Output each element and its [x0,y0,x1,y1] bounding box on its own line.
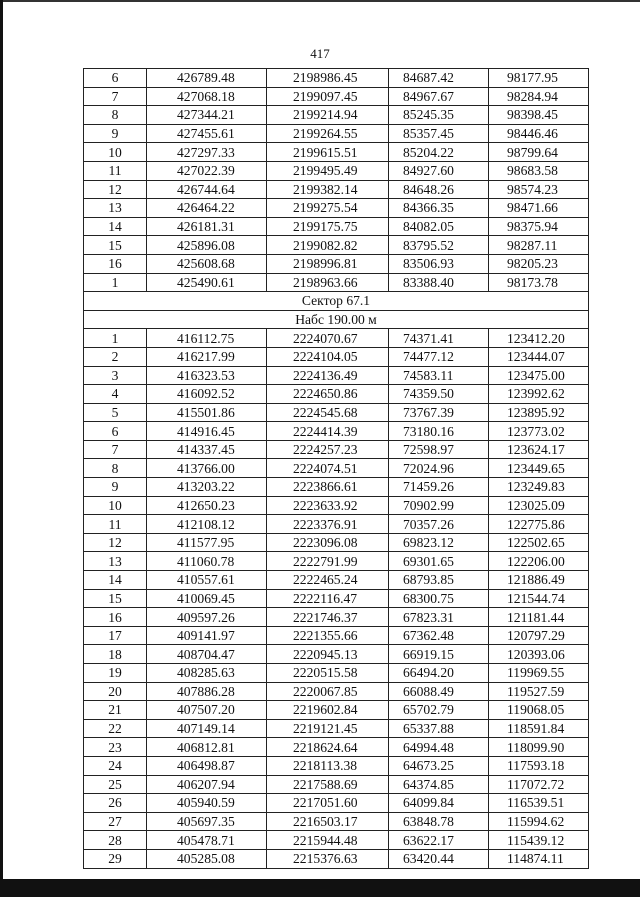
x-coordinate-cell: 407149.14 [147,719,267,738]
local-x-cell: 83795.52 [389,236,489,255]
sector-671-rows [84,329,589,868]
sector-67-rows [84,69,589,292]
local-y-cell: 98446.46 [489,124,589,143]
x-coordinate-cell: 427344.21 [147,106,267,125]
y-coordinate-cell: 2224257.23 [267,440,389,459]
point-number-cell: 14 [84,217,147,236]
local-y-cell: 123992.62 [489,385,589,404]
local-y-cell: 98574.23 [489,180,589,199]
point-number-cell: 11 [84,515,147,534]
point-number-cell: 22 [84,719,147,738]
table-row [84,571,589,590]
point-number-cell: 27 [84,812,147,831]
local-y-cell: 119068.05 [489,701,589,720]
local-y-cell: 98799.64 [489,143,589,162]
y-coordinate-cell: 2223633.92 [267,496,389,515]
local-y-cell: 98205.23 [489,254,589,273]
sector-height: Набс 190.00 м [84,310,589,329]
table-row [84,366,589,385]
local-x-cell: 63848.78 [389,812,489,831]
table-row [84,756,589,775]
point-number-cell: 15 [84,236,147,255]
local-x-cell: 69301.65 [389,552,489,571]
local-y-cell: 98173.78 [489,273,589,292]
local-y-cell: 98683.58 [489,161,589,180]
point-number-cell: 7 [84,87,147,106]
local-y-cell: 114874.11 [489,849,589,868]
y-coordinate-cell: 2224545.68 [267,403,389,422]
sector-title: Сектор 67.1 [84,292,589,311]
point-number-cell: 15 [84,589,147,608]
table-row [84,682,589,701]
local-y-cell: 98398.45 [489,106,589,125]
point-number-cell: 26 [84,794,147,813]
point-number-cell: 9 [84,478,147,497]
local-y-cell: 123773.02 [489,422,589,441]
point-number-cell: 24 [84,756,147,775]
local-x-cell: 67823.31 [389,608,489,627]
table-row [84,106,589,125]
x-coordinate-cell: 405478.71 [147,831,267,850]
local-x-cell: 64673.25 [389,756,489,775]
x-coordinate-cell: 426464.22 [147,199,267,218]
x-coordinate-cell: 416323.53 [147,366,267,385]
local-y-cell: 115994.62 [489,812,589,831]
sector-671-header [84,292,589,329]
table-row [84,422,589,441]
x-coordinate-cell: 416112.75 [147,329,267,348]
local-x-cell: 70357.26 [389,515,489,534]
x-coordinate-cell: 406498.87 [147,756,267,775]
y-coordinate-cell: 2198963.66 [267,273,389,292]
point-number-cell: 6 [84,69,147,88]
local-x-cell: 74371.41 [389,329,489,348]
local-x-cell: 84927.60 [389,161,489,180]
x-coordinate-cell: 411577.95 [147,533,267,552]
x-coordinate-cell: 410557.61 [147,571,267,590]
x-coordinate-cell: 413203.22 [147,478,267,497]
local-y-cell: 123249.83 [489,478,589,497]
sector-height-row [84,310,589,329]
local-x-cell: 74583.11 [389,366,489,385]
table-row [84,440,589,459]
local-y-cell: 123475.00 [489,366,589,385]
x-coordinate-cell: 426789.48 [147,69,267,88]
x-coordinate-cell: 416217.99 [147,347,267,366]
table-row [84,180,589,199]
point-number-cell: 8 [84,459,147,478]
local-x-cell: 84648.26 [389,180,489,199]
local-x-cell: 72598.97 [389,440,489,459]
point-number-cell: 13 [84,552,147,571]
x-coordinate-cell: 425490.61 [147,273,267,292]
table-row [84,794,589,813]
table-row [84,87,589,106]
table-row [84,329,589,348]
table-row [84,831,589,850]
local-x-cell: 85204.22 [389,143,489,162]
local-y-cell: 118591.84 [489,719,589,738]
x-coordinate-cell: 416092.52 [147,385,267,404]
y-coordinate-cell: 2220067.85 [267,682,389,701]
x-coordinate-cell: 427297.33 [147,143,267,162]
table-row [84,478,589,497]
table-row [84,664,589,683]
sector-title-row [84,292,589,311]
local-x-cell: 85357.45 [389,124,489,143]
table-row [84,719,589,738]
y-coordinate-cell: 2224070.67 [267,329,389,348]
x-coordinate-cell: 406207.94 [147,775,267,794]
point-number-cell: 21 [84,701,147,720]
table-row [84,496,589,515]
x-coordinate-cell: 407507.20 [147,701,267,720]
x-coordinate-cell: 426744.64 [147,180,267,199]
y-coordinate-cell: 2198996.81 [267,254,389,273]
x-coordinate-cell: 405285.08 [147,849,267,868]
y-coordinate-cell: 2219602.84 [267,701,389,720]
local-y-cell: 121181.44 [489,608,589,627]
y-coordinate-cell: 2199214.94 [267,106,389,125]
local-x-cell: 73767.39 [389,403,489,422]
table-row [84,533,589,552]
y-coordinate-cell: 2215944.48 [267,831,389,850]
y-coordinate-cell: 2199097.45 [267,87,389,106]
point-number-cell: 19 [84,664,147,683]
x-coordinate-cell: 412650.23 [147,496,267,515]
y-coordinate-cell: 2222116.47 [267,589,389,608]
y-coordinate-cell: 2223376.91 [267,515,389,534]
table-row [84,124,589,143]
table-row [84,849,589,868]
local-x-cell: 84082.05 [389,217,489,236]
y-coordinate-cell: 2199495.49 [267,161,389,180]
local-x-cell: 70902.99 [389,496,489,515]
x-coordinate-cell: 427022.39 [147,161,267,180]
local-x-cell: 85245.35 [389,106,489,125]
local-y-cell: 98287.11 [489,236,589,255]
local-y-cell: 118099.90 [489,738,589,757]
local-x-cell: 66088.49 [389,682,489,701]
x-coordinate-cell: 427455.61 [147,124,267,143]
x-coordinate-cell: 415501.86 [147,403,267,422]
scan-top-edge [0,0,640,2]
table-row [84,217,589,236]
point-number-cell: 16 [84,254,147,273]
local-x-cell: 72024.96 [389,459,489,478]
y-coordinate-cell: 2199082.82 [267,236,389,255]
x-coordinate-cell: 425608.68 [147,254,267,273]
table-row [84,347,589,366]
y-coordinate-cell: 2199615.51 [267,143,389,162]
point-number-cell: 3 [84,366,147,385]
y-coordinate-cell: 2224074.51 [267,459,389,478]
y-coordinate-cell: 2221355.66 [267,626,389,645]
x-coordinate-cell: 407886.28 [147,682,267,701]
table-row [84,69,589,88]
local-y-cell: 98284.94 [489,87,589,106]
local-y-cell: 123412.20 [489,329,589,348]
x-coordinate-cell: 413766.00 [147,459,267,478]
x-coordinate-cell: 414916.45 [147,422,267,441]
point-number-cell: 18 [84,645,147,664]
local-x-cell: 66494.20 [389,664,489,683]
local-x-cell: 84687.42 [389,69,489,88]
point-number-cell: 12 [84,180,147,199]
y-coordinate-cell: 2217051.60 [267,794,389,813]
local-y-cell: 122775.86 [489,515,589,534]
point-number-cell: 20 [84,682,147,701]
x-coordinate-cell: 406812.81 [147,738,267,757]
scan-bottom-edge [0,879,640,897]
local-y-cell: 122206.00 [489,552,589,571]
table-row [84,403,589,422]
local-y-cell: 123624.17 [489,440,589,459]
table-row [84,589,589,608]
table-row [84,515,589,534]
table-row [84,812,589,831]
y-coordinate-cell: 2224104.05 [267,347,389,366]
x-coordinate-cell: 409597.26 [147,608,267,627]
local-x-cell: 64994.48 [389,738,489,757]
local-x-cell: 66919.15 [389,645,489,664]
point-number-cell: 11 [84,161,147,180]
point-number-cell: 16 [84,608,147,627]
point-number-cell: 8 [84,106,147,125]
local-y-cell: 98375.94 [489,217,589,236]
point-number-cell: 13 [84,199,147,218]
y-coordinate-cell: 2223096.08 [267,533,389,552]
local-y-cell: 115439.12 [489,831,589,850]
local-x-cell: 63622.17 [389,831,489,850]
point-number-cell: 7 [84,440,147,459]
table-row [84,273,589,292]
y-coordinate-cell: 2217588.69 [267,775,389,794]
local-x-cell: 65337.88 [389,719,489,738]
point-number-cell: 2 [84,347,147,366]
y-coordinate-cell: 2223866.61 [267,478,389,497]
x-coordinate-cell: 408285.63 [147,664,267,683]
y-coordinate-cell: 2199175.75 [267,217,389,236]
page-number: 417 [310,46,330,61]
y-coordinate-cell: 2218624.64 [267,738,389,757]
local-x-cell: 84967.67 [389,87,489,106]
point-number-cell: 10 [84,496,147,515]
local-y-cell: 119527.59 [489,682,589,701]
y-coordinate-cell: 2220945.13 [267,645,389,664]
table-row [84,199,589,218]
local-x-cell: 83388.40 [389,273,489,292]
y-coordinate-cell: 2220515.58 [267,664,389,683]
table-row [84,775,589,794]
table-row [84,645,589,664]
point-number-cell: 4 [84,385,147,404]
local-x-cell: 64374.85 [389,775,489,794]
local-x-cell: 73180.16 [389,422,489,441]
table-row [84,701,589,720]
point-number-cell: 5 [84,403,147,422]
local-y-cell: 117593.18 [489,756,589,775]
table-row [84,236,589,255]
point-number-cell: 10 [84,143,147,162]
local-x-cell: 63420.44 [389,849,489,868]
local-x-cell: 65702.79 [389,701,489,720]
point-number-cell: 29 [84,849,147,868]
x-coordinate-cell: 412108.12 [147,515,267,534]
local-y-cell: 123895.92 [489,403,589,422]
y-coordinate-cell: 2222791.99 [267,552,389,571]
scan-left-edge [0,0,3,897]
table-row [84,626,589,645]
x-coordinate-cell: 427068.18 [147,87,267,106]
point-number-cell: 12 [84,533,147,552]
point-number-cell: 1 [84,273,147,292]
point-number-cell: 28 [84,831,147,850]
local-y-cell: 117072.72 [489,775,589,794]
table-row [84,254,589,273]
local-y-cell: 119969.55 [489,664,589,683]
y-coordinate-cell: 2222465.24 [267,571,389,590]
x-coordinate-cell: 411060.78 [147,552,267,571]
y-coordinate-cell: 2221746.37 [267,608,389,627]
y-coordinate-cell: 2218113.38 [267,756,389,775]
table-row [84,143,589,162]
point-number-cell: 17 [84,626,147,645]
x-coordinate-cell: 408704.47 [147,645,267,664]
table-row [84,459,589,478]
local-x-cell: 74477.12 [389,347,489,366]
y-coordinate-cell: 2224650.86 [267,385,389,404]
local-x-cell: 68300.75 [389,589,489,608]
table-row [84,385,589,404]
y-coordinate-cell: 2219121.45 [267,719,389,738]
x-coordinate-cell: 410069.45 [147,589,267,608]
local-x-cell: 68793.85 [389,571,489,590]
local-y-cell: 123444.07 [489,347,589,366]
y-coordinate-cell: 2199382.14 [267,180,389,199]
point-number-cell: 6 [84,422,147,441]
local-x-cell: 67362.48 [389,626,489,645]
y-coordinate-cell: 2198986.45 [267,69,389,88]
point-number-cell: 25 [84,775,147,794]
table-row [84,608,589,627]
point-number-cell: 9 [84,124,147,143]
x-coordinate-cell: 414337.45 [147,440,267,459]
local-x-cell: 74359.50 [389,385,489,404]
point-number-cell: 23 [84,738,147,757]
local-y-cell: 116539.51 [489,794,589,813]
table-row [84,738,589,757]
local-y-cell: 120797.29 [489,626,589,645]
local-y-cell: 120393.06 [489,645,589,664]
local-y-cell: 98471.66 [489,199,589,218]
local-x-cell: 64099.84 [389,794,489,813]
local-y-cell: 121544.74 [489,589,589,608]
table-row [84,552,589,571]
point-number-cell: 14 [84,571,147,590]
x-coordinate-cell: 405940.59 [147,794,267,813]
y-coordinate-cell: 2224136.49 [267,366,389,385]
x-coordinate-cell: 425896.08 [147,236,267,255]
y-coordinate-cell: 2215376.63 [267,849,389,868]
local-y-cell: 121886.49 [489,571,589,590]
local-x-cell: 83506.93 [389,254,489,273]
x-coordinate-cell: 409141.97 [147,626,267,645]
local-y-cell: 98177.95 [489,69,589,88]
local-x-cell: 69823.12 [389,533,489,552]
local-y-cell: 123449.65 [489,459,589,478]
y-coordinate-cell: 2199275.54 [267,199,389,218]
local-x-cell: 84366.35 [389,199,489,218]
coordinates-table [83,68,589,869]
table-row [84,161,589,180]
point-number-cell: 1 [84,329,147,348]
y-coordinate-cell: 2224414.39 [267,422,389,441]
x-coordinate-cell: 405697.35 [147,812,267,831]
x-coordinate-cell: 426181.31 [147,217,267,236]
local-x-cell: 71459.26 [389,478,489,497]
local-y-cell: 123025.09 [489,496,589,515]
local-y-cell: 122502.65 [489,533,589,552]
y-coordinate-cell: 2216503.17 [267,812,389,831]
y-coordinate-cell: 2199264.55 [267,124,389,143]
